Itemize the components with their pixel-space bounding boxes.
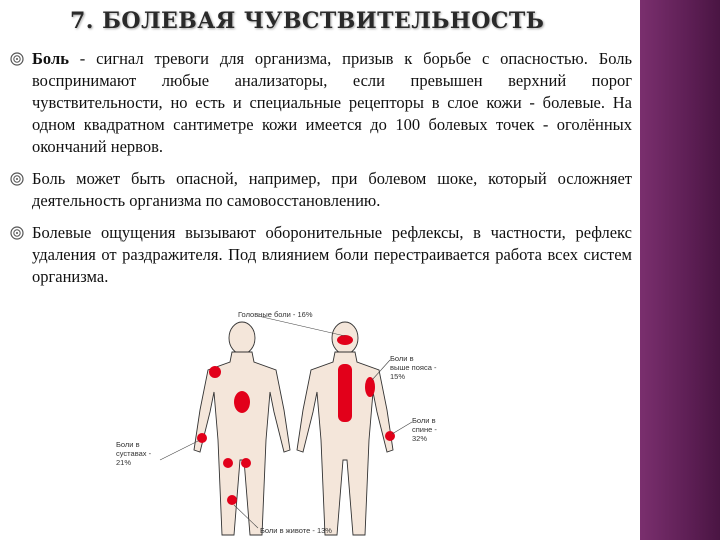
label-line: 32% [412, 434, 428, 443]
bullet-item [10, 168, 632, 212]
label-line: 15% [390, 372, 406, 381]
bullet-list [10, 48, 632, 298]
bullet-text: Боль может быть опасной, например, при болевом шоке, который осложняет деятельность организма по самовосстановлению. [32, 169, 632, 210]
bullet-text: - сигнал тревоги для организма, призыв к борьбе с опасностью. Боль воспринимают любые анализаторы, если превышен верхний порог чувствительности, но есть и специальные рецепторы в слое кожи - болевые. На одном квадратном сантиметре кожи имеется до 100 болевых точек - оголённых окончаний нервов. [32, 49, 632, 156]
label-line: Боли в [390, 354, 414, 363]
label-line: 21% [116, 458, 132, 467]
slide-title: 7. БОЛЕВАЯ ЧУВСТВИТЕЛЬНОСТЬ [70, 8, 545, 34]
body-silhouettes [100, 300, 500, 540]
label-line: Боли в [412, 416, 436, 425]
bullet-text: Болевые ощущения вызывают оборонительные рефлексы, в частности, рефлекс удаления от раздражителя. Под влиянием боли перестраивается работа всех систем организма. [32, 223, 632, 286]
back-figure [297, 322, 393, 535]
decorative-sidebar [640, 0, 720, 540]
bullet-icon [10, 226, 24, 240]
abdominal-pain-label: Боли в животе - 13% [260, 526, 332, 535]
bullet-item [10, 222, 632, 288]
back-pain-label [412, 416, 437, 443]
bullet-lead: Боль [32, 49, 69, 68]
bullet-item [10, 48, 632, 158]
head-pain-label: Головные боли - 16% [238, 310, 313, 319]
pain-distribution-figure [100, 300, 500, 540]
upper-back-pain-label [390, 354, 436, 381]
bullet-icon [10, 52, 24, 66]
joint-pain-label [116, 440, 151, 467]
label-line: суставах - [116, 449, 152, 458]
front-figure [194, 322, 290, 535]
label-line: выше пояса - [390, 363, 437, 372]
bullet-icon [10, 172, 24, 186]
label-line: спине - [412, 425, 437, 434]
label-line: Боли в [116, 440, 140, 449]
